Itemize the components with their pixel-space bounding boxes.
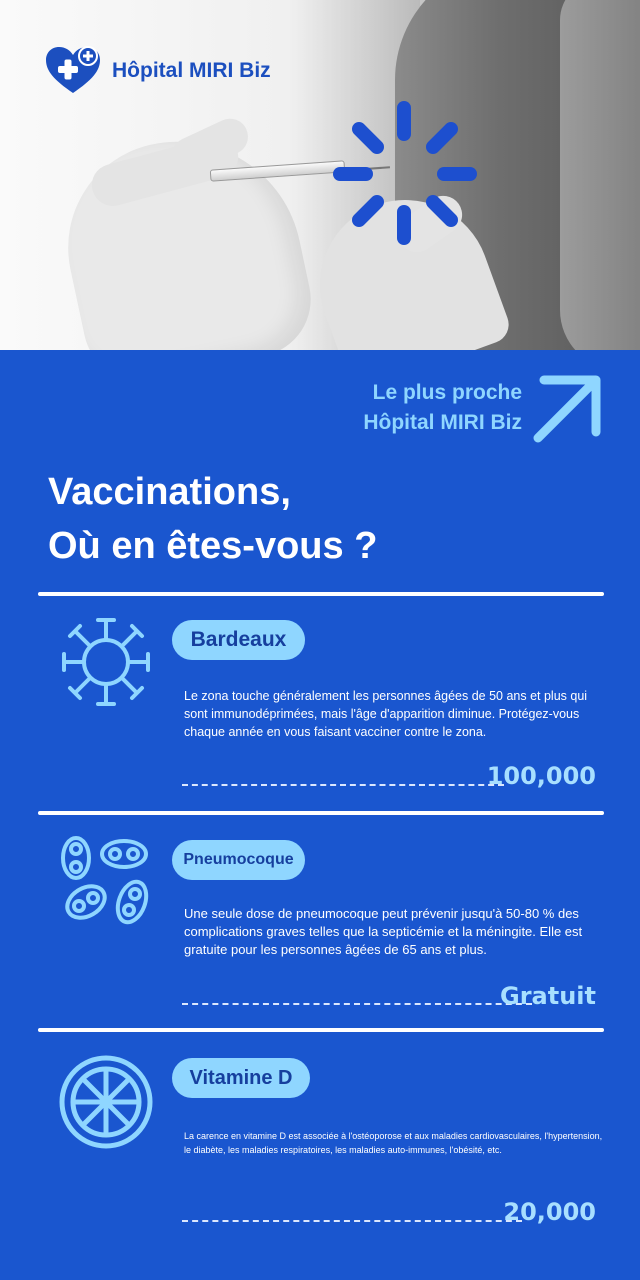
bacteria-icon (56, 830, 156, 930)
item-description: Une seule dose de pneumocoque peut prévenir jusqu'à 50-80 % des complications graves telles que la septicémie et la méningite. Elle est gratuite pour les personnes âgées de 65 ans et plus. (184, 906, 583, 957)
nearest-hospital-link[interactable] (363, 378, 522, 438)
dashed-leader (182, 1220, 522, 1222)
item-title-pill: Vitamine D (172, 1058, 310, 1098)
item-value: 100,000 (486, 762, 596, 790)
item-value: 20,000 (503, 1198, 596, 1226)
item-description: La carence en vitamine D est associée à l'ostéoporose et aux maladies cardiovasculaires, l'hypertension, le diabète, les maladies respiratoires, les maladies auto-immunes, l'obésité, etc. (184, 1131, 603, 1155)
divider (38, 592, 604, 596)
item-title-pill: Bardeaux (172, 620, 305, 660)
arrow-up-right-icon[interactable] (530, 372, 606, 448)
dashed-leader (182, 1003, 532, 1005)
title-line-2: Où en êtes-vous ? (48, 525, 378, 567)
cta-line-2: Hôpital MIRI Biz (363, 411, 522, 434)
dashed-leader (182, 784, 504, 786)
hero-photo (0, 0, 640, 350)
title-line-1: Vaccinations, (48, 471, 291, 513)
page-title (48, 465, 377, 573)
cta-line-1: Le plus proche (372, 381, 522, 404)
brand-name: Hôpital MIRI Biz (112, 59, 271, 82)
brand-logo[interactable] (44, 46, 271, 96)
item-description: Le zona touche généralement les personnes âgées de 50 ans et plus qui sont immunodéprimées, mais l'âge d'apparition diminue. Protégez-vous chaque année en vous faisant vacciner contre le zona. (184, 689, 588, 739)
heart-cross-logo-icon (44, 46, 102, 96)
vitamin-icon (56, 1052, 156, 1152)
sparkle-burst-icon (332, 98, 482, 248)
divider (38, 1028, 604, 1032)
divider (38, 811, 604, 815)
virus-icon (56, 612, 156, 712)
item-value: Gratuit (500, 982, 596, 1010)
item-title-pill: Pneumocoque (172, 840, 305, 880)
